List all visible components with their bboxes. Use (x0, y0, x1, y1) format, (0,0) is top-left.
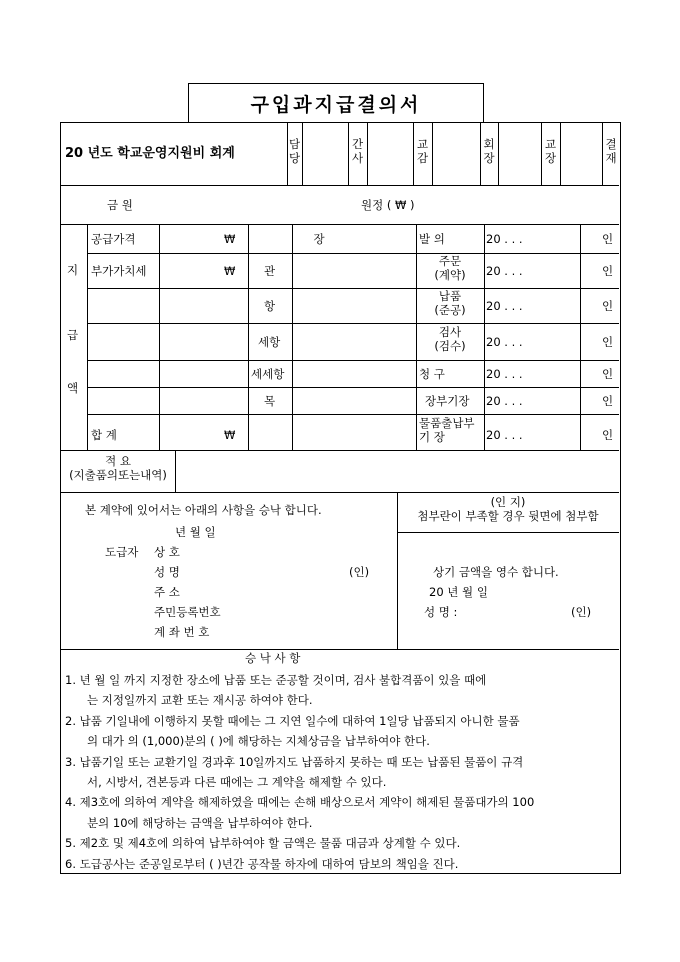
receipt-statement: 상기 금액을 영수 합니다. (433, 565, 559, 579)
stamp-box: (인 지) 첨부란이 부족할 경우 뒷면에 첨부함 (417, 495, 599, 524)
category-gwan: 관 (264, 264, 276, 278)
amount-value: 원정 ( ₩ ) (361, 198, 415, 212)
date-label-order: 주문 (계약) (434, 254, 466, 283)
condition-line: 는 지정일까지 교환 또는 재시공 하여야 한다. (87, 693, 313, 708)
contractor-seal: (인) (349, 565, 370, 579)
condition-line: 4. 제3호에 의하여 계약을 해제하였을 때에는 손해 배상으로서 계약이 해제된 물품대가의 100 (65, 795, 535, 810)
date-claim: 20 . . . (486, 367, 523, 381)
date-label-claim: 청 구 (419, 367, 445, 381)
contract-statement: 본 계약에 있어서는 아래의 사항을 승낙 합니다. (85, 503, 322, 517)
won-supply-price: ₩ (224, 232, 236, 246)
payment-side-label-2: 급 (67, 328, 79, 342)
date-label-goods-ledger: 물품출납부 기 장 (419, 416, 475, 445)
seal-inspection: 인 (602, 335, 614, 349)
seal-proposal: 인 (602, 232, 614, 246)
summary-label: 적 요 (지출품의또는내역) (69, 454, 167, 483)
condition-line: 서, 시방서, 견본등과 다른 때에는 그 계약을 해제할 수 있다. (87, 775, 387, 790)
condition-line: 2. 납품 기일내에 이행하지 못할 때에는 그 지연 일수에 대하여 1일당 납품되지 아니한 물품 (65, 713, 520, 728)
date-ledger: 20 . . . (486, 394, 523, 408)
field-name: 성 명 (154, 565, 180, 579)
approval-label-principal: 교장 (544, 137, 557, 166)
date-label-proposal: 발 의 (419, 232, 445, 246)
receipt-date: 20 년 월 일 (429, 585, 488, 599)
contract-date: 년 월 일 (175, 525, 216, 539)
condition-line: 1. 년 월 일 까지 지정한 장소에 납품 또는 준공할 것이며, 검사 불합격품이 있을 때에 (65, 673, 487, 687)
conditions-title: 승 낙 사 항 (245, 651, 301, 665)
seal-goods-ledger: 인 (602, 428, 614, 442)
payment-side-label-3: 액 (67, 381, 79, 395)
won-vat: ₩ (224, 264, 236, 278)
category-hang: 항 (264, 299, 276, 313)
won-total: ₩ (224, 428, 236, 442)
seal-order: 인 (602, 264, 614, 278)
item-supply-price: 공급가격 (91, 232, 136, 246)
receipt-name-label: 성 명 : (424, 605, 458, 619)
date-order: 20 . . . (486, 264, 523, 278)
field-address: 주 소 (154, 585, 180, 599)
field-account-number: 계 좌 번 호 (154, 625, 210, 639)
amount-label: 금 원 (107, 198, 133, 212)
date-label-inspection: 검사 (검수) (434, 325, 466, 354)
fiscal-year-label: 20 년도 학교운영지원비 회계 (65, 146, 235, 161)
item-vat: 부가가치세 (91, 264, 147, 278)
condition-line: 5. 제2호 및 제4호에 의하여 납부하여야 할 금액은 물품 대금과 상계할 수 있다. (65, 836, 461, 851)
approval-label-sign: 결재 (605, 137, 617, 166)
approval-label-chair: 회장 (483, 137, 495, 166)
condition-line: 3. 납품기일 또는 교환기일 경과후 10일까지도 납품하지 못하는 때 또는 납품된 물품이 규격 (65, 754, 524, 769)
category-jang: 장 (313, 232, 325, 246)
date-inspection: 20 . . . (486, 335, 523, 349)
date-label-delivery: 납품 (준공) (434, 289, 466, 318)
date-goods-ledger: 20 . . . (486, 428, 523, 442)
field-resident-number: 주민등록번호 (154, 605, 221, 619)
approval-label-manager: 담당 (288, 137, 301, 166)
approval-label-secretary: 간사 (351, 137, 364, 166)
condition-line: 분의 10에 해당하는 금액을 납부하여야 한다. (87, 815, 313, 830)
date-delivery: 20 . . . (486, 299, 523, 313)
category-sehang: 세항 (258, 335, 281, 349)
condition-line: 6. 도급공사는 준공일로부터 ( )년간 공작물 하자에 대하여 담보의 책임을 진다. (65, 856, 459, 871)
category-sesehang: 세세항 (251, 367, 285, 381)
seal-claim: 인 (602, 367, 614, 381)
payment-side-label-1: 지 (67, 263, 79, 277)
seal-ledger: 인 (602, 394, 614, 408)
condition-line: 의 대가 의 (1,000)분의 ( )에 해당하는 지체상금을 납부하여야 한다. (87, 734, 430, 749)
requisition-form (60, 122, 621, 874)
field-company: 상 호 (154, 545, 180, 559)
document-title: 구입과지급결의서 (188, 83, 484, 123)
seal-delivery: 인 (602, 299, 614, 313)
date-proposal: 20 . . . (486, 232, 523, 246)
item-total: 합 계 (91, 428, 117, 442)
approval-label-vice-principal: 교감 (416, 137, 429, 166)
date-label-ledger: 장부기장 (425, 394, 470, 408)
category-mok: 목 (264, 394, 276, 408)
contractor-label: 도급자 (105, 545, 139, 559)
receipt-seal: (인) (571, 605, 592, 619)
conditions-list (65, 670, 534, 874)
